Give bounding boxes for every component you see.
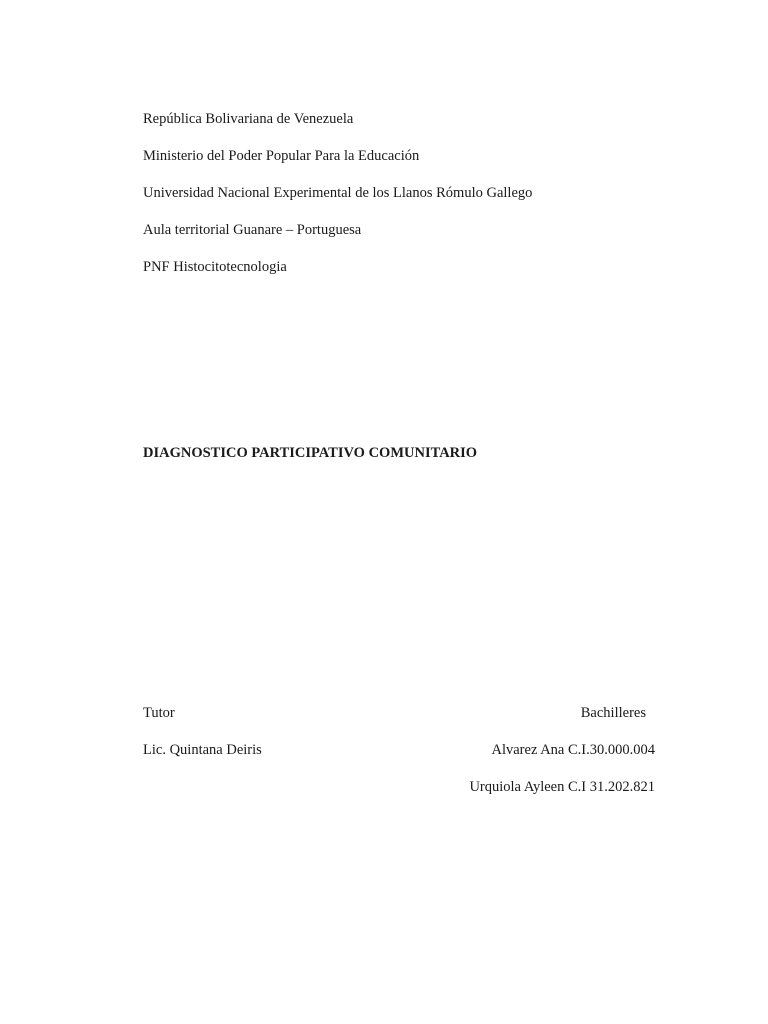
student-name-1: Alvarez Ana C.I.30.000.004 [491, 742, 655, 758]
header-line-campus: Aula territorial Guanare – Portuguesa [143, 222, 362, 238]
header-line-ministry: Ministerio del Poder Popular Para la Educación [143, 148, 420, 164]
header-line-republic: República Bolivariana de Venezuela [143, 111, 354, 127]
students-label: Bachilleres [580, 705, 646, 721]
tutor-name: Lic. Quintana Deiris [143, 742, 262, 758]
document-title: DIAGNOSTICO PARTICIPATIVO COMUNITARIO [143, 445, 478, 461]
student-name-2: Urquiola Ayleen C.I 31.202.821 [469, 779, 655, 795]
header-line-university: Universidad Nacional Experimental de los Llanos Rómulo Gallego [143, 185, 533, 201]
tutor-label: Tutor [143, 705, 175, 721]
header-line-program: PNF Histocitotecnologia [143, 259, 287, 275]
